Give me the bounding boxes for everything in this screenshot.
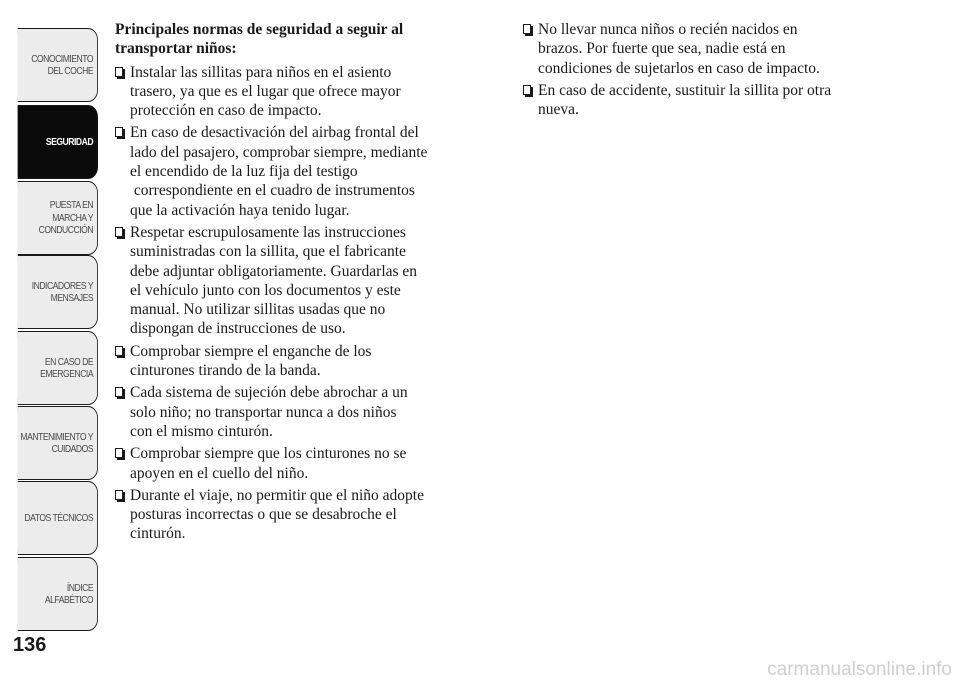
list-item-line: Cada sistema de sujeción debe abrochar a un <box>130 384 408 402</box>
list-item-line: que la activación haya tenido lugar. <box>130 201 350 219</box>
heading-line: transportar niños: <box>115 40 237 58</box>
page-number: 136 <box>13 634 47 656</box>
checkbox-bullet-icon <box>523 85 531 95</box>
tab-label <box>46 136 93 149</box>
text-column-2 <box>523 20 913 122</box>
tab-en-caso-de-emergencia[interactable] <box>18 331 98 405</box>
list-item-line: el encendido de la luz fija del testigo <box>130 163 358 181</box>
checkbox-bullet-icon <box>115 448 123 458</box>
list-item <box>115 383 500 441</box>
list-item-line: cinturones tirando de la banda. <box>130 362 321 380</box>
list-item-line: brazos. Por fuerte que sea, nadie está en <box>538 40 786 58</box>
list-item-line: correspondiente en el cuadro de instrumentos <box>130 182 415 200</box>
list-item-line: con el mismo cinturón. <box>130 422 273 440</box>
list-item-line: Comprobar siempre que los cinturones no se <box>130 445 407 463</box>
list-item-line: trasero, ya que es el lugar que ofrece mayor <box>130 82 401 100</box>
text-column-1 <box>115 20 500 547</box>
list-item-line: suministradas con la sillita, que el fabricante <box>130 243 406 261</box>
tab-label-line: DATOS TÉCNICOS <box>24 511 94 524</box>
tab-label <box>40 356 93 381</box>
tab-seguridad[interactable] <box>18 105 98 179</box>
tab-label-line: DEL COCHE <box>47 65 94 77</box>
safety-rules-list-2 <box>523 20 913 119</box>
tab-label-line: CONDUCCIÓN <box>38 224 94 237</box>
tab-label-line: INDICADORES Y <box>31 279 94 292</box>
list-item-line: En caso de accidente, sustituir la sillita por otra <box>538 81 832 99</box>
tab-label-line: MENSAJES <box>50 292 94 304</box>
list-item-line: solo niño; no transportar nunca a dos niños <box>130 403 397 421</box>
tab-label-line: EMERGENCIA <box>40 368 94 380</box>
tab-label-line: PUESTA EN <box>49 199 94 212</box>
list-item-line: manual. No utilizar sillitas usadas que no <box>130 301 386 319</box>
list-item-line: No llevar nunca niños o recién nacidos en <box>538 21 798 38</box>
tab-label <box>32 280 93 305</box>
list-item <box>115 123 500 219</box>
tab-label-line: MANTENIMIENTO Y <box>20 430 94 443</box>
list-item <box>523 81 913 120</box>
list-item-line: Comprobar siempre el enganche de los <box>130 342 372 360</box>
tab-label-line: ALFABÉTICO <box>44 594 94 606</box>
heading-line: Principales normas de seguridad a seguir al <box>115 21 404 38</box>
list-item-line: dispongan de instrucciones de uso. <box>130 320 346 338</box>
list-item <box>115 223 500 339</box>
tab-label <box>45 582 93 607</box>
list-item-line: debe adjuntar obligatoriamente. Guardarlas en <box>130 262 418 280</box>
tab-puesta-en-marcha-y-conduccion[interactable] <box>18 181 98 255</box>
list-item-line: nueva. <box>538 101 579 119</box>
checkbox-bullet-icon <box>115 346 123 356</box>
tab-label-line: EN CASO DE <box>44 355 94 368</box>
list-item-line: Durante el viaje, no permitir que el niño adopte <box>130 486 424 504</box>
list-item <box>115 444 500 483</box>
section-heading <box>115 20 500 59</box>
checkbox-bullet-icon <box>115 490 123 500</box>
list-item-line: Instalar las sillitas para niños en el asiento <box>130 63 392 81</box>
tab-label <box>39 199 93 237</box>
tab-indice-alfabetico[interactable] <box>18 557 98 631</box>
tab-label-line: CUIDADOS <box>51 443 94 455</box>
tab-label-line: MARCHA Y <box>52 211 94 224</box>
tab-datos-tecnicos[interactable] <box>18 481 98 555</box>
tab-label <box>31 53 93 78</box>
watermark: carmanualsonline.info <box>767 659 952 680</box>
checkbox-bullet-icon <box>523 24 531 34</box>
list-item-line: apoyen en el cuello del niño. <box>130 464 309 482</box>
tab-label <box>24 512 93 525</box>
tab-indicadores-y-mensajes[interactable] <box>18 255 98 329</box>
list-item-line: Respetar escrupulosamente las instrucciones <box>130 223 406 241</box>
list-item <box>523 20 913 78</box>
list-item-line: En caso de desactivación del airbag frontal del <box>130 124 419 142</box>
checkbox-bullet-icon <box>115 227 123 237</box>
checkbox-bullet-icon <box>115 127 123 137</box>
list-item <box>115 63 500 121</box>
safety-rules-list-1 <box>115 63 500 544</box>
list-item-line: cinturón. <box>130 525 186 543</box>
tab-label-line: ÍNDICE <box>66 581 94 594</box>
chapter-tabs <box>0 0 100 640</box>
checkbox-bullet-icon <box>115 387 123 397</box>
list-item <box>115 342 500 381</box>
checkbox-bullet-icon <box>115 67 123 77</box>
list-item-line: protección en caso de impacto. <box>130 102 322 120</box>
tab-label-line: CONOCIMIENTO <box>31 52 94 65</box>
tab-label-line: SEGURIDAD <box>45 135 94 148</box>
list-item <box>115 486 500 544</box>
tab-conocimiento-del-coche[interactable] <box>18 28 98 102</box>
list-item-line: el vehículo junto con los documentos y este <box>130 281 401 299</box>
list-item-line: posturas incorrectas o que se desabroche el <box>130 506 397 524</box>
tab-mantenimiento-y-cuidados[interactable] <box>18 406 98 480</box>
tab-label <box>20 431 93 456</box>
list-item-line: lado del pasajero, comprobar siempre, mediante <box>130 143 428 161</box>
list-item-line: condiciones de sujetarlos en caso de impacto. <box>538 59 820 77</box>
